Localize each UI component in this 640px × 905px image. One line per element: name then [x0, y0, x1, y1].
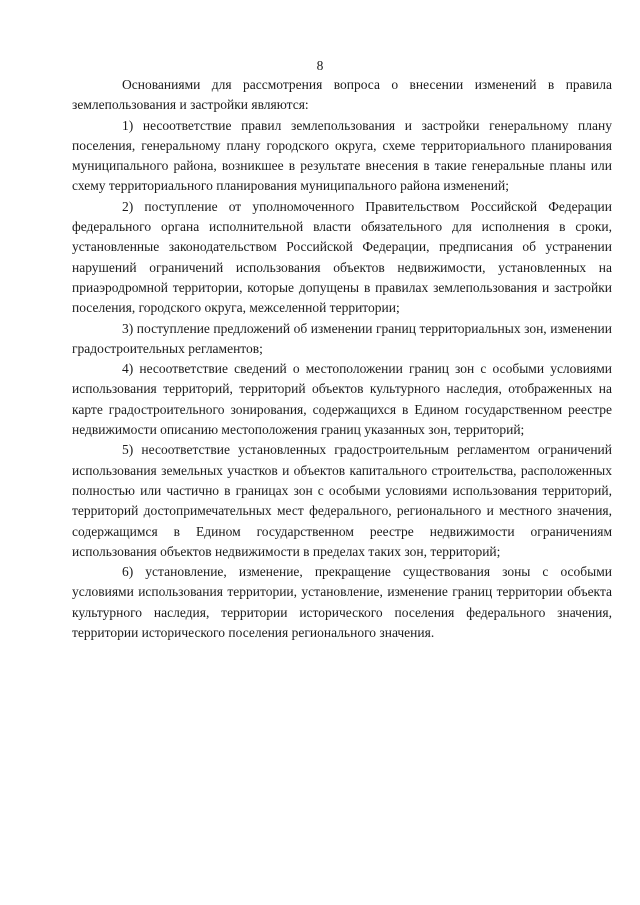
- list-item-1: 1) несоответствие правил землепользования и застройки генеральному плану поселения, генеральному плану городского округа, схеме территориального планирования муниципального района, возникшее в результате внесения в такие генеральные планы или схему территориального планирования муниципального района изменений;: [72, 117, 612, 194]
- list-item-6: 6) установление, изменение, прекращение существования зоны с особыми условиями использования территории, установление, изменение границ территории объекта культурного наследия, территории исторического поселения федерального значения, территории исторического поселения регионального значения.: [72, 564, 612, 641]
- page-number: 8: [316, 58, 324, 73]
- intro-paragraph: Основаниями для рассмотрения вопроса о внесении изменений в правила землепользования и застройки являются:: [72, 77, 612, 113]
- list-item-3: 3) поступление предложений об изменении границ территориальных зон, изменении градостроительных регламентов;: [72, 320, 612, 356]
- document-body: [72, 75, 612, 643]
- list-item-4: 4) несоответствие сведений о местоположении границ зон с особыми условиями использования территорий, территорий объектов культурного наследия, отображенных на карте градостроительного зонирования, содержащихся в Едином государственном реестре недвижимости описанию местоположения границ указанных зон, территорий;: [72, 361, 612, 438]
- list-item-5: 5) несоответствие установленных градостроительным регламентом ограничений использования земельных участков и объектов капитального строительства, расположенных полностью или частично в границах зон с особыми условиями использования территорий, территорий достопримечательных мест федерального, регионального и местного значения, содержащимся в Едином государственном реестре недвижимости ограничениям использования объектов недвижимости в пределах таких зон, территорий;: [72, 442, 612, 559]
- list-item-2: 2) поступление от уполномоченного Правительством Российской Федерации федерального органа исполнительной власти обязательного для исполнения в сроки, установленные законодательством Российской Федерации, предписания об устранении нарушений ограничений использования объектов недвижимости, установленных на приаэродромной территории, которые допущены в правилах землепользования и застройки поселения, городского округа, межселенной территории;: [72, 198, 612, 316]
